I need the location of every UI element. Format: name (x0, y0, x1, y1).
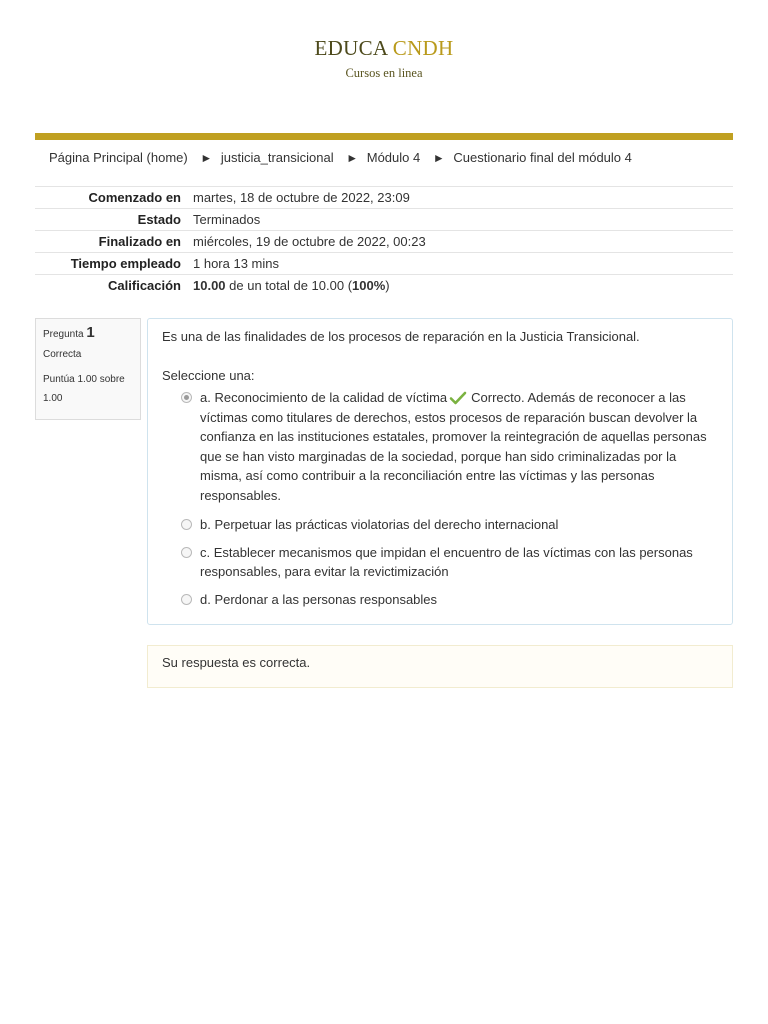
summary-row-started (35, 187, 733, 209)
summary-row-time (35, 253, 733, 275)
option-d-text: d. Perdonar a las personas responsables (200, 591, 438, 607)
radio-a[interactable] (181, 392, 192, 403)
grade-percent: 100% (352, 278, 386, 293)
option-a-feedback: Correcto. Además de reconocer a las víctimas como titulares de derechos, estos procesos de reparación buscan devolver la confianza en las instituciones estatales, promover la reintegración de aquellas personas que se han visto marginadas de la sociedad, porque han sido criminalizadas por la misma, así como contribuir a la reconciliación entre las víctimas y las personas responsables. (200, 390, 707, 503)
question-text: Es una de las finalidades de los procesos de reparación en la Justicia Transicional. (162, 329, 640, 344)
answer-prompt: Seleccione una: (162, 368, 255, 383)
summary-label: Comenzado en (35, 187, 193, 209)
check-icon (449, 391, 467, 405)
answer-option-d[interactable] (162, 590, 718, 610)
breadcrumb-separator: ► (432, 151, 445, 165)
summary-value: 1 hora 13 mins (193, 253, 733, 275)
radio-c[interactable] (181, 547, 192, 558)
attempt-summary-table (35, 186, 733, 296)
summary-label: Finalizado en (35, 231, 193, 253)
site-title-part2: CNDH (392, 36, 454, 60)
breadcrumb-separator: ► (200, 151, 213, 165)
question-content (147, 318, 733, 625)
breadcrumb-course[interactable]: justicia_transicional (220, 150, 334, 165)
answer-options (162, 388, 718, 609)
summary-value: martes, 18 de octubre de 2022, 23:09 (193, 187, 733, 209)
question-grade: Puntúa 1.00 sobre 1.00 (43, 374, 125, 404)
summary-row-grade (35, 275, 733, 297)
general-feedback (147, 645, 733, 688)
breadcrumb-quiz[interactable]: Cuestionario final del módulo 4 (453, 150, 632, 165)
feedback-text: Su respuesta es correcta. (162, 655, 311, 670)
question-info-panel (35, 318, 141, 420)
breadcrumb-home[interactable]: Página Principal (home) (49, 150, 188, 165)
grade-end: ) (385, 278, 390, 293)
site-title-part1: EDUCA (314, 36, 388, 60)
question-number (43, 324, 133, 341)
answer-option-a[interactable] (162, 388, 718, 505)
site-title[interactable] (0, 36, 768, 60)
grade-score: 10.00 (193, 278, 226, 293)
summary-value: Terminados (193, 209, 733, 231)
summary-label: Calificación (35, 275, 193, 297)
header-divider (35, 133, 733, 140)
radio-b[interactable] (181, 519, 192, 530)
option-a-text: a. Reconocimiento de la calidad de víctima (200, 390, 448, 405)
grade-middle: de un total de 10.00 ( (225, 278, 353, 293)
site-subtitle: Cursos en linea (345, 66, 423, 80)
breadcrumb-module[interactable]: Módulo 4 (366, 150, 421, 165)
summary-row-state (35, 209, 733, 231)
answer-option-b[interactable] (162, 515, 718, 535)
summary-row-finished (35, 231, 733, 253)
option-b-text: b. Perpetuar las prácticas violatorias del derecho internacional (200, 517, 559, 532)
question-number-value: 1 (86, 324, 95, 341)
summary-label: Tiempo empleado (35, 253, 193, 275)
option-c-text: c. Establecer mecanismos que impidan el encuentro de las víctimas con las personas responsables, para evitar la revictimización (200, 544, 693, 579)
question-state: Correcta (43, 349, 82, 360)
site-header (0, 36, 768, 81)
summary-value: miércoles, 19 de octubre de 2022, 00:23 (193, 231, 733, 253)
summary-grade-value (193, 275, 733, 297)
radio-d[interactable] (181, 594, 192, 605)
breadcrumb (49, 150, 632, 165)
question-label: Pregunta (43, 329, 84, 340)
breadcrumb-separator: ► (346, 151, 359, 165)
summary-label: Estado (35, 209, 193, 231)
answer-option-c[interactable] (162, 543, 718, 582)
